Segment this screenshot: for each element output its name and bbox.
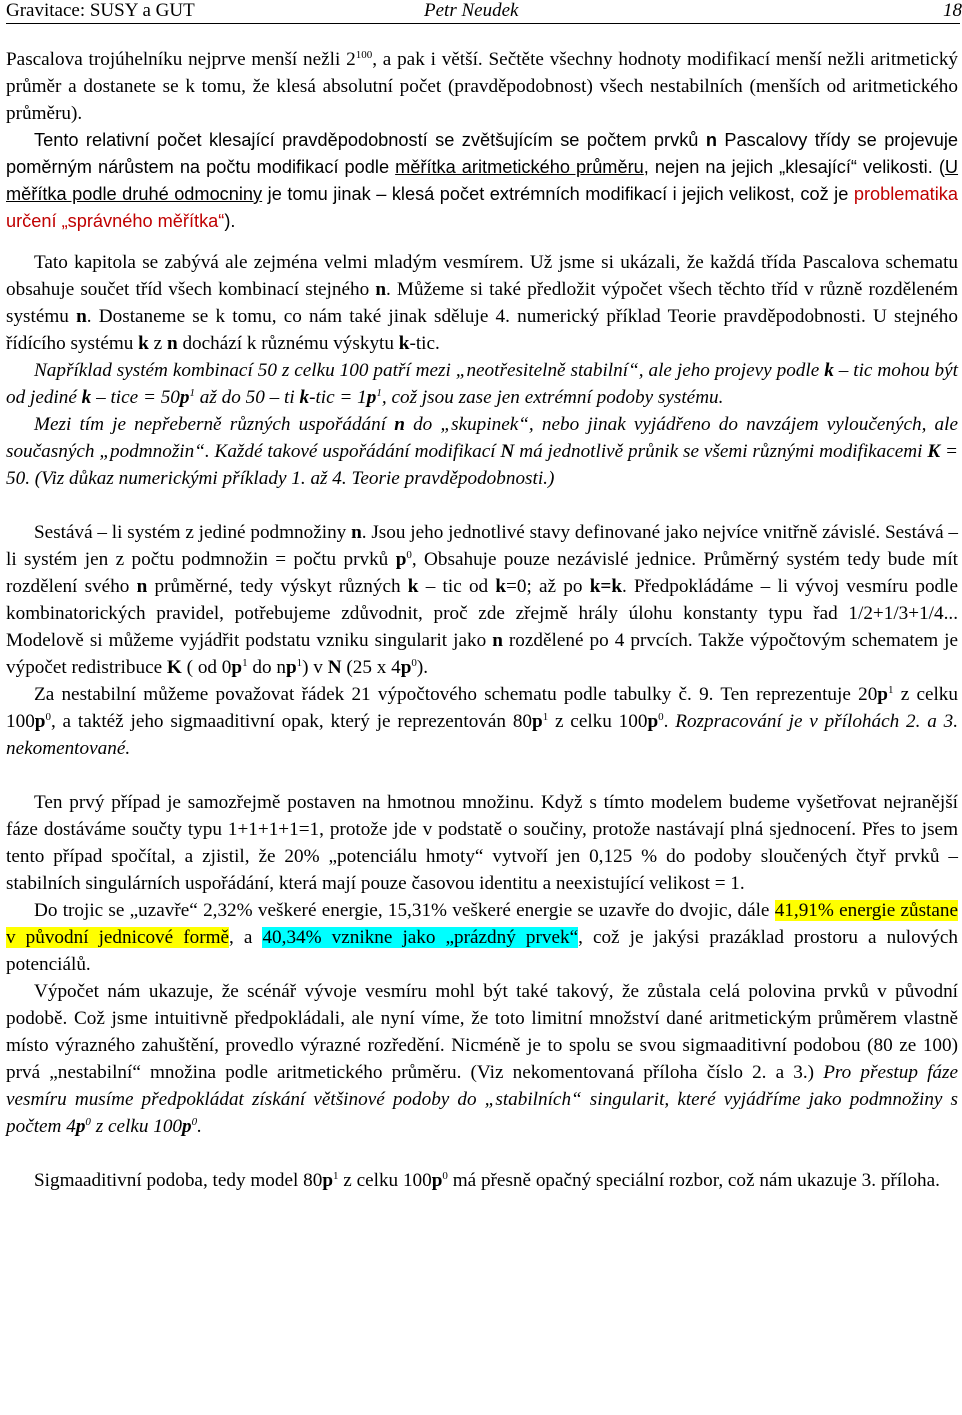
paragraph-10: Výpočet nám ukazuje, že scénář vývoje vesmíru mohl být také takový, že zůstala celá polovina prvků v původní podobě. Což jsme intuitivně předpokládali, ale nyní víme, že toto limitní množství dané aritmetickým průměrem vlastně místo výrazného zahuštění, provedlo výrazné rozředění. Nicméně je to spolu se svou sigmaaditivní podobou (80 ze 100) prvá „nestabilní“ množina podle aritmetického průměru. (Viz nekomentovaná příloha číslo 2. a 3.) Pro přestup fáze vesmíru musíme předpokládat získání většinové podoby do „stabilních“ singularit, které vyjádříme jako podmnožiny s počtem $4p^0$ z celku $100p^0$. (6, 981, 958, 1137)
paragraph-6: Sestává – li systém z jediné podmnožiny n. Jsou jeho jednotlivé stavy definované jako nejvíce vnitřně závislé. Sestává – li systém jen z počtu podmnožin = počtu prvků $p^0$, Obsahuje pouze nezávislé jednice. Průměrný systém tedy bude mít rozdělení svého n průměrné, tedy výskyt různých k – tic od k=0; až po k=k. Předpokládáme – li vývoj vesmíru podle kombinatorických pravidel, potřebujeme zdůvodnit, proč zde zřejmě hrály úlohu konstanty typu řad 1/2+1/3+1/4... Modelově si můžeme vyjádřit podstatu vzniku singularit jako n rozdělené po 4 prvcích. Takže výpočtovým schematem je výpočet redistribuce K ( od $0p^1$ do $np^1$) v N (25 x $4p^0$). (6, 522, 959, 678)
header-title: Gravitace: SUSY a GUT (6, 0, 195, 21)
paragraph-1: Pascalova trojúhelníku nejprve menší nežli $2^{100}$, a pak i větší. Sečtěte všechny hodnoty modifikací menší nežli aritmetický průměr a dostanete se k tomu, že klesá absolutní počet (pravděpodobnost) všech nestabilních (menších od aritmetického průměru). (6, 49, 959, 124)
underlined-term: měřítka aritmetického průměru (395, 157, 644, 177)
paragraph-9: Do trojic se „uzavře“ 2,32% veškeré energie, 15,31% veškeré energie se uzavře do dvojic, dále 41,91% energie zůstane v původní jednicové formě, a 40,34% vznikne jako „prázdný prvek“, což je jakýsi prazáklad prostoru a nulových potenciálů. (6, 900, 958, 975)
highlight-cyan: 40,34% vznikne jako „prázdný prvek“ (262, 927, 579, 948)
document-body (6, 46, 958, 1194)
red-emphasis: problematika určení „správného měřítka“ (6, 184, 958, 231)
header-page-number: 18 (943, 0, 962, 21)
paragraph-3: Tato kapitola se zabývá ale zejména velmi mladým vesmírem. Už jsme si ukázali, že každá třída Pascalova schematu obsahuje součet tříd všech kombinací stejného n. Můžeme si také předložit výpočet všech těchto tříd v různě rozděleném systému n. Dostaneme se k tomu, co nám také jinak sděluje 4. numerický příklad Teorie pravděpodobnosti. U stejného řídícího systému k z n dochází k různému výskytu k-tic. (6, 252, 958, 354)
header-rule (6, 23, 960, 24)
underlined-term: U měřítka podle druhé odmocniny (6, 157, 959, 204)
paragraph-4: Například systém kombinací 50 z celku 100 patří mezi „neotřesitelně stabilní“, ale jeho projevy podle k – tic mohou být od jediné k – tice = $50p^1$ až do 50 – ti $k-tic = 1p^1$, což jsou zase jen extrémní podoby systému. (6, 360, 958, 408)
paragraph-8: Ten prvý případ je samozřejmě postaven na hmotnou množinu. Když s tímto modelem budeme vyšetřovat nejranější fáze dostáváme součty typu 1+1+1+1=1, protože jde v podstatě o součiny, protože nastávají plná sjednocení. Přes to jsem tento případ spočítal, a zjistil, že 20% „potenciálu hmoty“ vytvoří jen 0,125 % do podoby sloučených čtyř prvků – stabilních singulárních uspořádání, která mají pouze časovou identitu a neexistující velikost = 1. (6, 792, 958, 894)
highlight-yellow: 41,91% energie zůstane v původní jednicové formě (6, 900, 958, 948)
paragraph-5: Mezi tím je nepřeberně různých uspořádání n do „skupinek“, nebo jinak vyjádřeno do navzájem vyloučených, ale současných „podmnožin“. Každé takové uspořádání modifikací N má jednotlivě průnik se všemi různými modifikacemi K = 50. (Viz důkaz numerickými příklady 1. až 4. Teorie pravděpodobnosti.) (6, 414, 958, 489)
paragraph-7: Za nestabilní můžeme považovat řádek 21 výpočtového schematu podle tabulky č. 9. Ten reprezentuje $20p^1$ z celku $100p^0$, a taktéž jeho sigmaaditivní opak, který je reprezentován $80p^1$ z celku $100p^0$. Rozpracování je v přílohách 2. a 3. nekomentované. (6, 684, 958, 759)
header-author: Petr Neudek (424, 0, 519, 21)
paragraph-2: Tento relativní počet klesající pravděpodobností se zvětšujícím se počtem prvků n Pascalovy třídy se projevuje poměrným nárůstem na počtu modifikací podle měřítka aritmetického průměru, nejen na jejich „klesající“ velikosti. (U měřítka podle druhé odmocniny je tomu jinak – klesá počet extrémních modifikací i jejich velikost, což je problematika určení „správného měřítka“). (6, 130, 959, 231)
paragraph-11: Sigmaaditivní podoba, tedy model $80p^1$ z celku $100p^0$ má přesně opačný speciální rozbor, což nám ukazuje 3. příloha. (34, 1170, 940, 1191)
page-header (6, 0, 962, 26)
